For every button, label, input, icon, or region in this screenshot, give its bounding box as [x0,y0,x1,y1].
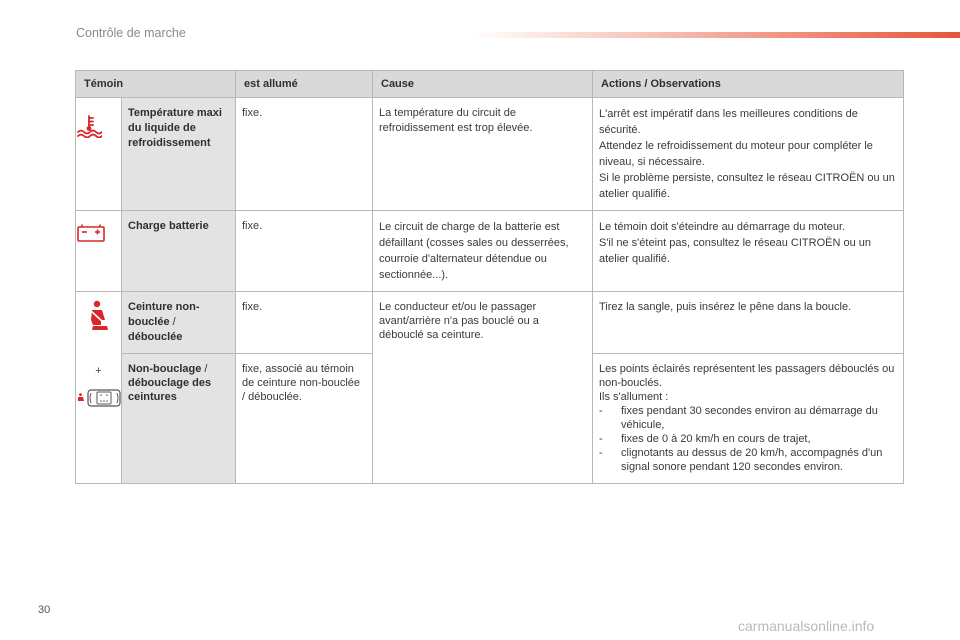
seatbelt-icon-cell [76,292,122,484]
table-row [76,292,904,354]
header-temoin: Témoin [76,71,236,98]
section-title: Contrôle de marche [76,26,186,40]
battery-name: Charge batterie [122,211,236,292]
battery-actions [593,211,904,292]
temperature-state: fixe. [236,98,373,211]
temperature-action-2: Attendez le refroidissement du moteur pour compléter le niveau, si nécessaire. [599,140,873,168]
header-actions: Actions / Observations [593,71,904,98]
list-item: - fixes de 0 à 20 km/h en cours de trajet, [599,432,897,446]
temperature-name: Température maxi du liquide de refroidissement [122,98,236,211]
temperature-action-3: Si le problème persiste, consultez le réseau CITROËN ou un atelier qualifié. [599,172,895,200]
warning-lights-table [75,70,904,484]
table-row [76,98,904,211]
seatbelt-icon [87,300,111,334]
seatbelt-cause: Le conducteur et/ou le passager avant/arrière n'a pas bouclé ou a débouclé sa ceinture. [373,292,593,484]
rear-seatbelts-display-icon [87,389,121,407]
icon-cell [76,211,122,292]
header-est-allume: est allumé [236,71,373,98]
page-number: 30 [38,604,51,616]
seatbelts-name [122,354,236,484]
table-header-row [76,71,904,98]
seatbelts-name-sep: / [201,363,208,375]
header-accent-bar [470,32,960,38]
battery-action-1: Le témoin doit s'éteindre au démarrage du moteur. [599,221,846,233]
seatbelt-name-sep: / [169,316,176,328]
list-item: - clignotants au dessus de 20 km/h, accompagnés d'un signal sonore pendant 120 secondes environ. [599,446,897,474]
seatbelts-name-part2: débouclage des ceintures [128,377,212,403]
coolant-temperature-icon [76,114,102,138]
seatbelts-action-list [599,404,897,474]
battery-state: fixe. [236,211,373,292]
seatbelts-action-intro-1: Les points éclairés représentent les passagers débouclés ou non-bouclés. [599,363,895,389]
seatbelts-name-part1: Non-bouclage [128,363,202,375]
icon-cell [76,98,122,211]
table-row [76,211,904,292]
plus-sign: + [95,365,102,377]
battery-icon [76,223,106,243]
battery-action-2: S'il ne s'éteint pas, consultez le réseau CITROËN ou un atelier qualifié. [599,237,872,265]
seatbelt-actions: Tirez la sangle, puis insérez le pêne dans la boucle. [593,292,904,354]
seatbelts-action-intro-2: Ils s'allument : [599,391,669,403]
header-cause: Cause [373,71,593,98]
seatbelt-state: fixe. [236,292,373,354]
seatbelt-name-part2: débouclée [128,331,183,343]
seatbelt-name [122,292,236,354]
temperature-actions [593,98,904,211]
seatbelt-small-icon [77,393,85,403]
temperature-action-1: L'arrêt est impératif dans les meilleures conditions de sécurité. [599,108,858,136]
watermark: carmanualsonline.info [738,618,875,634]
seatbelts-state: fixe, associé au témoin de ceinture non-bouclée / débouclée. [236,354,373,484]
battery-cause: Le circuit de charge de la batterie est défaillant (cosses sales ou desserrées, courroie d'alternateur détendue ou sectionnée...). [373,211,593,292]
seatbelt-name-part1: Ceinture non-bouclée [128,301,200,328]
seatbelts-actions [593,354,904,484]
temperature-cause: La température du circuit de refroidissement est trop élevée. [373,98,593,211]
list-item: - fixes pendant 30 secondes environ au démarrage du véhicule, [599,404,897,432]
